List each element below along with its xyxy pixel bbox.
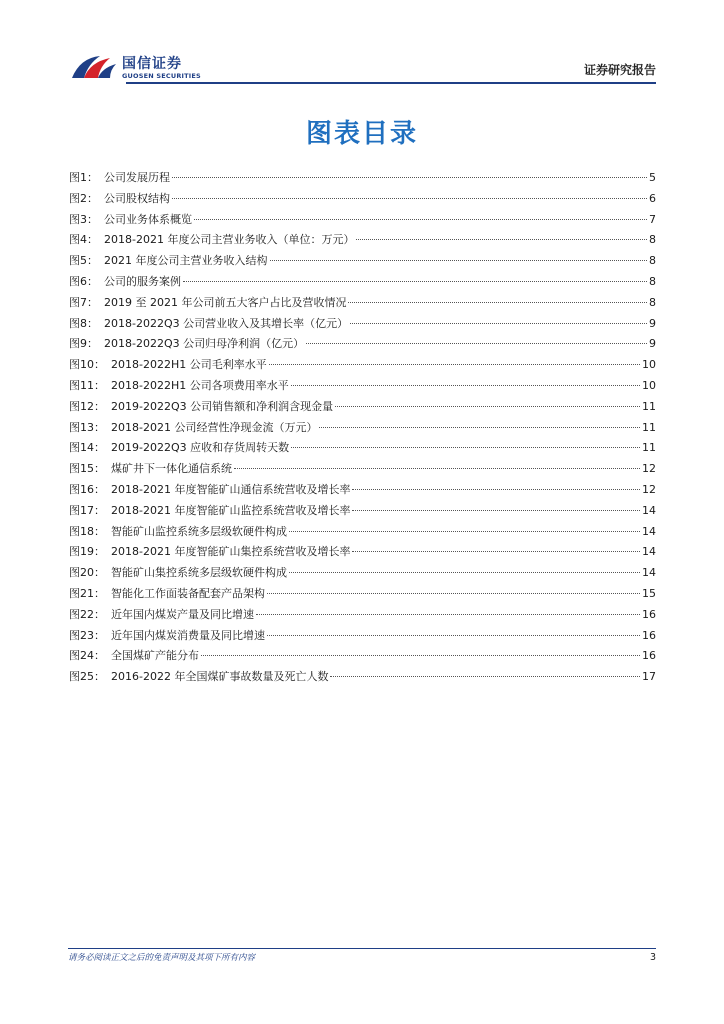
toc-entry[interactable] [69,210,656,231]
toc-entry-title: 公司业务体系概览 [104,212,192,226]
toc-entry[interactable] [69,667,656,688]
toc-entry-number: 图11： [69,378,105,392]
toc-dot-leader [319,426,640,428]
toc-dot-leader [291,384,640,386]
toc-entry-title: 2018-2022Q3 公司营业收入及其增长率（亿元） [104,316,349,330]
toc-entry-page: 8 [649,233,656,247]
page-number: 3 [649,952,656,963]
toc-entry[interactable] [69,542,656,563]
toc-entry-page: 11 [642,399,656,413]
toc-entry-number: 图9： [69,337,98,351]
toc-entry-page: 10 [642,358,656,372]
toc-dot-leader [330,675,640,677]
toc-dot-leader [289,571,640,573]
toc-entry-title: 2018-2022H1 公司各项费用率水平 [111,378,289,392]
toc-entry-title: 2018-2021 年度公司主营业务收入（单位：万元） [104,233,355,247]
toc-entry-page: 14 [642,566,656,580]
logo-english-name: GUOSEN SECURITIES [122,72,201,80]
toc-entry-number: 图7： [69,295,98,309]
toc-entry-page: 16 [642,607,656,621]
toc-entry-page: 16 [642,649,656,663]
toc-entry-number: 图14： [69,441,105,455]
toc-entry-title: 2019 至 2021 年公司前五大客户占比及营收情况 [104,295,347,309]
toc-entry-page: 8 [649,274,656,288]
toc-entry-number: 图13： [69,420,105,434]
toc-entry[interactable] [69,251,656,272]
toc-entry-number: 图22： [69,607,105,621]
toc-entry-title: 2021 年度公司主营业务收入结构 [104,254,268,268]
toc-dot-leader [172,197,647,199]
footer-divider [68,948,656,949]
toc-entry[interactable] [69,189,656,210]
toc-dot-leader [306,342,647,344]
toc-entry-number: 图8： [69,316,98,330]
toc-entry-number: 图2： [69,191,98,205]
toc-entry[interactable] [69,438,656,459]
toc-entry-page: 14 [642,524,656,538]
toc-entry-page: 9 [649,337,656,351]
toc-entry-number: 图10： [69,358,105,372]
toc-entry-number: 图18： [69,524,105,538]
toc-entry-title: 2018-2021 年度智能矿山通信系统营收及增长率 [111,482,351,496]
toc-entry-title: 公司股权结构 [104,191,170,205]
toc-entry-page: 15 [642,586,656,600]
toc-entry-title: 2019-2022Q3 应收和存货周转天数 [111,441,290,455]
toc-entry-title: 2018-2022Q3 公司归母净利润（亿元） [104,337,305,351]
toc-entry[interactable] [69,605,656,626]
toc-dot-leader [270,259,648,261]
toc-entry-page: 7 [649,212,656,226]
toc-entry-title: 全国煤矿产能分布 [111,649,199,663]
toc-dot-leader [356,238,647,240]
toc-entry-number: 图16： [69,482,105,496]
toc-entry-number: 图6： [69,274,98,288]
toc-entry-number: 图17： [69,503,105,517]
toc-entry-title: 2018-2021 年度智能矿山监控系统营收及增长率 [111,503,351,517]
report-type-label: 证券研究报告 [583,63,656,77]
toc-entry-number: 图15： [69,462,105,476]
toc-entry[interactable] [69,355,656,376]
toc-entry-title: 2019-2022Q3 公司销售额和净利润含现金量 [111,399,334,413]
toc-dot-leader [289,530,640,532]
toc-entry[interactable] [69,459,656,480]
toc-entry-page: 10 [642,378,656,392]
toc-entry-title: 2016-2022 年全国煤矿事故数量及死亡人数 [111,670,329,684]
page-header [0,0,724,90]
header-divider [126,82,656,84]
toc-entry[interactable] [69,480,656,501]
toc-entry-page: 6 [649,191,656,205]
toc-dot-leader [352,488,640,490]
toc-entry[interactable] [69,168,656,189]
toc-entry[interactable] [69,334,656,355]
toc-entry-page: 8 [649,295,656,309]
toc-dot-leader [267,634,640,636]
toc-entry[interactable] [69,397,656,418]
toc-entry[interactable] [69,418,656,439]
toc-entry-title: 智能矿山集控系统多层级软硬件构成 [111,566,287,580]
toc-entry[interactable] [69,230,656,251]
toc-entry-page: 5 [649,171,656,184]
toc-entry-title: 2018-2022H1 公司毛利率水平 [111,358,267,372]
toc-dot-leader [267,592,640,594]
toc-entry-number: 图1： [69,171,98,184]
page-title: 图表目录 [305,119,418,149]
toc-dot-leader [194,218,647,220]
toc-entry-title: 智能化工作面装备配套产品架构 [111,586,265,600]
toc-dot-leader [183,280,647,282]
toc-entry[interactable] [69,646,656,667]
toc-entry-page: 9 [649,316,656,330]
toc-entry-title: 公司发展历程 [104,171,170,184]
toc-entry-page: 14 [642,545,656,559]
toc-entry-page: 11 [642,420,656,434]
toc-entry-title: 智能矿山监控系统多层级软硬件构成 [111,524,287,538]
toc-entry[interactable] [69,584,656,605]
toc-entry-page: 14 [642,503,656,517]
toc-entry-number: 图20： [69,566,105,580]
toc-entry-number: 图24： [69,649,105,663]
toc-entry-number: 图12： [69,399,105,413]
toc-entry-page: 17 [642,670,656,684]
toc-entry-title: 近年国内煤炭消费量及同比增速 [111,628,265,642]
toc-entry[interactable] [69,563,656,584]
company-logo [70,52,220,84]
toc-entry-page: 12 [642,462,656,476]
toc-entry-number: 图4： [69,233,98,247]
toc-entry[interactable] [69,293,656,314]
toc-entry-title: 2018-2021 年度智能矿山集控系统营收及增长率 [111,545,351,559]
toc-dot-leader [256,613,640,615]
toc-dot-leader [201,654,640,656]
toc-entry[interactable] [69,501,656,522]
toc-entry-number: 图23： [69,628,105,642]
toc-entry-title: 2018-2021 公司经营性净现金流（万元） [111,420,318,434]
toc-entry-page: 11 [642,441,656,455]
toc-dot-leader [348,301,647,303]
toc-dot-leader [234,467,640,469]
toc-entry-number: 图5： [69,254,98,268]
toc-entry-number: 图19： [69,545,105,559]
toc-entry-number: 图3： [69,212,98,226]
toc-dot-leader [350,322,647,324]
toc-dot-leader [172,176,647,178]
toc-dot-leader [352,550,640,552]
figure-table-of-contents [69,168,656,688]
toc-entry-page: 16 [642,628,656,642]
toc-entry-title: 公司的服务案例 [104,274,181,288]
toc-dot-leader [291,446,640,448]
toc-entry[interactable] [69,376,656,397]
toc-entry[interactable] [69,272,656,293]
toc-entry[interactable] [69,522,656,543]
toc-entry-number: 图25： [69,670,105,684]
toc-entry-title: 近年国内煤炭产量及同比增速 [111,607,254,621]
toc-entry-title: 煤矿井下一体化通信系统 [111,462,232,476]
toc-entry-number: 图21： [69,586,105,600]
disclaimer-note: 请务必阅读正文之后的免责声明及其项下所有内容 [68,953,256,963]
toc-entry[interactable] [69,626,656,647]
toc-entry-page: 8 [649,254,656,268]
toc-entry-page: 12 [642,482,656,496]
logo-chinese-name: 国信证券 [122,56,182,72]
toc-dot-leader [269,363,640,365]
guosen-logo-icon [70,52,118,82]
toc-dot-leader [335,405,640,407]
toc-entry[interactable] [69,314,656,335]
toc-dot-leader [352,509,640,511]
